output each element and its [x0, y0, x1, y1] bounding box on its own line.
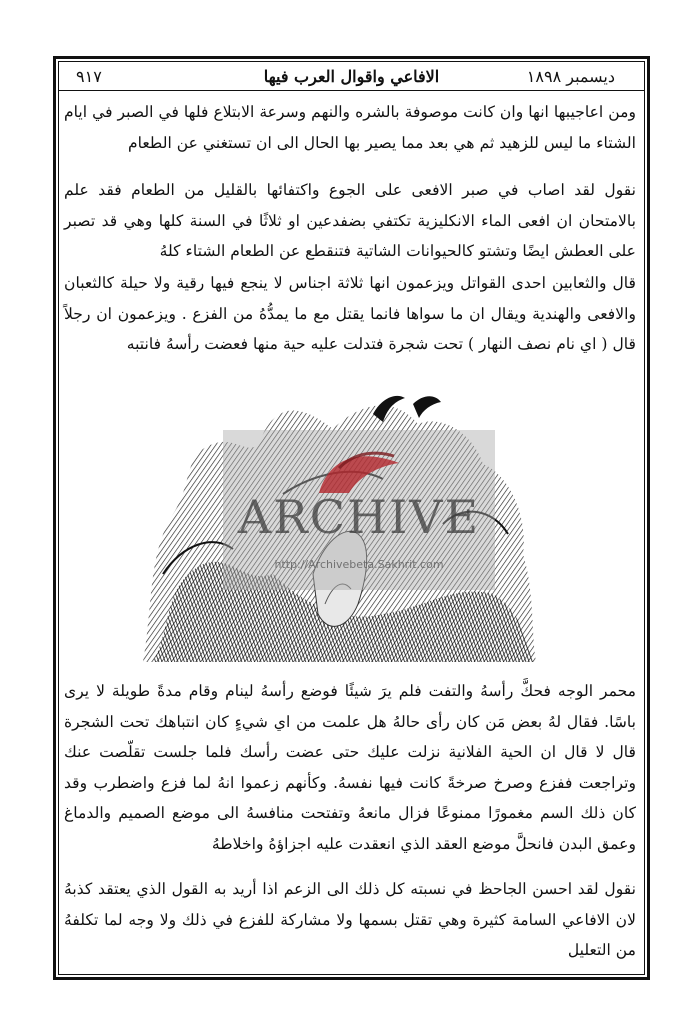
paragraph-5: نقول لقد احسن الجاحظ في نسبته كل ذلك الى الزعم اذا أريد به القول الذي يعتقد كذبهُ لان الافاعي السامة كثيرة وهي تقتل بسمها ولا مشاركة للفزع في ذلك ولا وجه لما تكلفهُ من التعليل: [64, 880, 636, 959]
header-rule: [58, 90, 645, 91]
paragraph-3: قال والثعابين احدى القواتل ويزعمون انها ثلاثة اجناس لا ينجع فيها رقية ولا حيلة كالثعبان والافعى والهندية ويقال ان ما سواها فانما يقتل مع ما يمدُّهُ من الفزع . ويزعمون ان رجلاً قال ( اي نام نصف النهار ) تحت شجرة فتدلت عليه حية منها فعضت رأسهُ فانتبه: [64, 274, 636, 353]
watermark-word: ARCHIVE: [237, 490, 481, 544]
paragraph-2: نقول لقد اصاب في صبر الافعى على الجوع واكتفائها بالقليل من الطعام فقد علم بالامتحان ان افعى الماء الانكليزية تكتفي بضفدعين او ثلاثًا في السنة كلها وهي قد تصبر على العطش ايضًا وتشتو كالحيوانات الشاتية فتنقطع عن الطعام الشتاء كلهُ: [64, 181, 636, 260]
page-number: ٩١٧: [76, 67, 102, 86]
paragraph-4: محمر الوجه فحكَّ رأسهُ والتفت فلم يرَ شيئًا فوضع رأسهُ لينام وقام مدةً طويلة لا يرى باسًا. فقال لهُ بعض مَن كان رأى حالهُ هل علمت من اي شيءٍ كان انتباهك تحت الشجرة قال لا قال ان الحية الفلانية نزلت عليك حتى عضت رأسك فلما جلست تقلّصت عنك وتراجعت ففزع وصرخ صرخةً كانت فيها نفسهُ. وكأنهم زعموا انهُ لما فزع واضطرب وقد كان ذلك السم مغمورًا ممنوعًا فزال مانعهُ وتفتحت منافسهُ الى موضع الصميم والدماغ وعمق البدن فانحلَّ موضع العقد الذي انعقدت عليه اجزاؤهُ واخلاطهُ: [64, 682, 636, 853]
header-date: ديسمبر ١٨٩٨: [526, 67, 615, 86]
watermark-logo-icon: [299, 438, 419, 498]
paragraph-1: ومن اعاجيبها انها وان كانت موصوفة بالشره والنهم وسرعة الابتلاع فلها في الصبر في ايام الشتاء ما ليس للزهيد ثم هي بعد مما يصير بها الحال الى ان تستغني عن الطعام: [64, 103, 636, 152]
running-header: [58, 64, 645, 90]
archive-watermark: [223, 430, 495, 590]
header-title: الافاعي واقوال العرب فيها: [263, 67, 440, 86]
watermark-url: http://Archivebeta.Sakhrit.com: [274, 558, 444, 571]
